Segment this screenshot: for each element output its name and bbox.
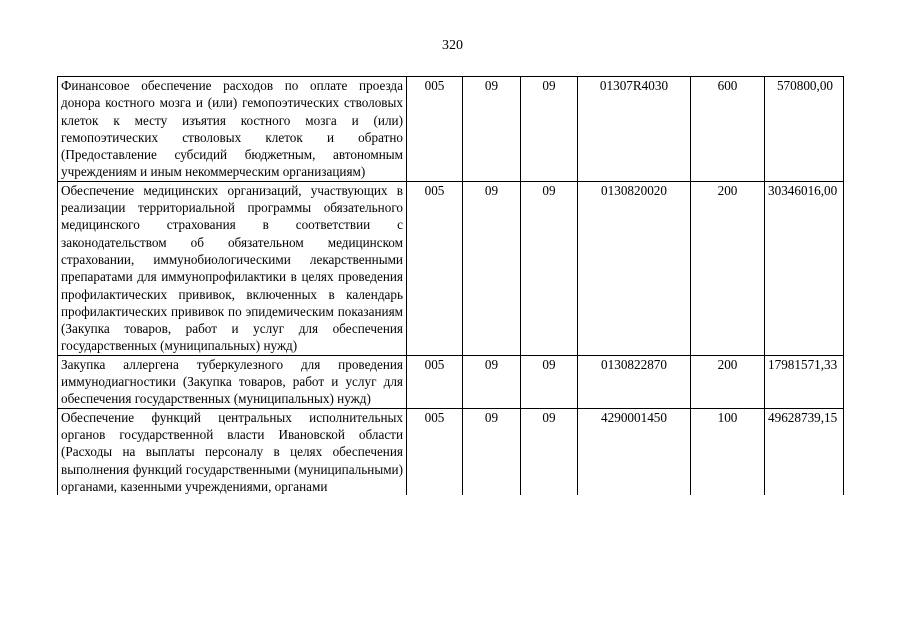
amount-value: 49628739,15	[765, 408, 844, 495]
expense-type-code: 200	[691, 355, 765, 408]
expense-type-code: 600	[691, 77, 765, 182]
table-row	[58, 77, 844, 182]
section-code: 09	[463, 77, 521, 182]
target-article-code: 0130822870	[578, 355, 691, 408]
table-row	[58, 181, 844, 355]
ministry-code: 005	[407, 77, 463, 182]
row-description: Обеспечение медицинских организаций, участвующих в реализации территориальной программы обязательного медицинского страхования в соответствии с законодательством об обязательном медицинском страховании, иммунобиологическими лекарственными препаратами для иммунопрофилактики в целях проведения профилактических прививок, включенных в календарь профилактических прививок по эпидемическим показаниям (Закупка товаров, работ и услуг для обеспечения государственных (муниципальных) нужд)	[58, 181, 407, 355]
section-code: 09	[463, 355, 521, 408]
table-row	[58, 408, 844, 495]
table-row	[58, 355, 844, 408]
ministry-code: 005	[407, 355, 463, 408]
subsection-code: 09	[521, 181, 578, 355]
target-article-code: 0130820020	[578, 181, 691, 355]
row-description: Обеспечение функций центральных исполнительных органов государственной власти Ивановской области (Расходы на выплаты персоналу в целях обеспечения выполнения функций государственными (муниципальными) органами, казенными учреждениями, органами	[58, 408, 407, 495]
subsection-code: 09	[521, 77, 578, 182]
row-description: Закупка аллергена туберкулезного для проведения иммунодиагностики (Закупка товаров, работ и услуг для обеспечения государственных (муниципальных) нужд)	[58, 355, 407, 408]
ministry-code: 005	[407, 408, 463, 495]
page-number: 320	[442, 38, 463, 53]
expense-type-code: 100	[691, 408, 765, 495]
expense-type-code: 200	[691, 181, 765, 355]
amount-value: 17981571,33	[765, 355, 844, 408]
row-description: Финансовое обеспечение расходов по оплате проезда донора костного мозга и (или) гемопоэтических стволовых клеток к месту изъятия костного мозга и (или) гемопоэтических стволовых клеток и обратно (Предоставление субсидий бюджетным, автономным учреждениям и иным некоммерческим организациям)	[58, 77, 407, 182]
amount-value: 570800,00	[765, 77, 844, 182]
section-code: 09	[463, 408, 521, 495]
target-article-code: 4290001450	[578, 408, 691, 495]
ministry-code: 005	[407, 181, 463, 355]
budget-table	[57, 76, 844, 495]
subsection-code: 09	[521, 408, 578, 495]
section-code: 09	[463, 181, 521, 355]
subsection-code: 09	[521, 355, 578, 408]
amount-value: 30346016,00	[765, 181, 844, 355]
target-article-code: 01307R4030	[578, 77, 691, 182]
